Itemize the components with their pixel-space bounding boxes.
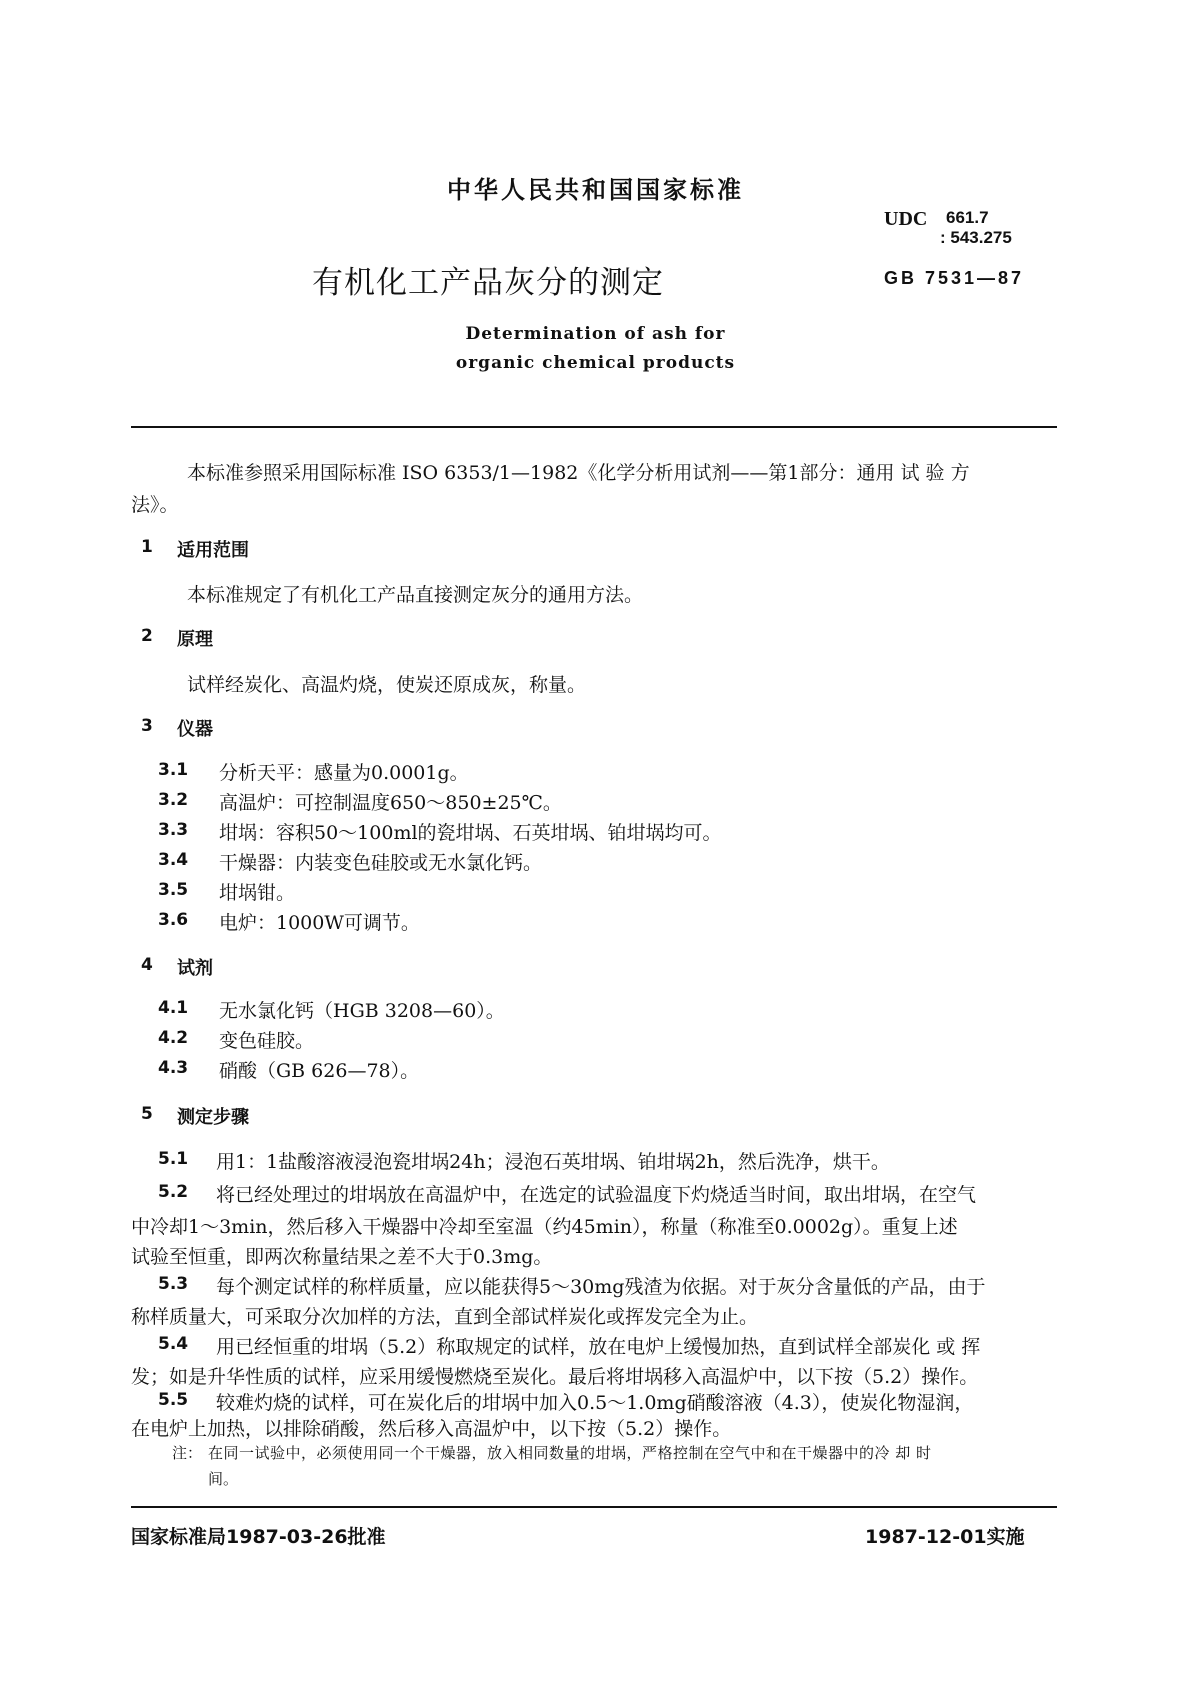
section-1-paragraph: 本标准规定了有机化工产品直接测定灰分的通用方法。 (187, 584, 644, 606)
para-5-5-line-1: 较难灼烧的试样，可在炭化后的坩埚中加入0.5～1.0mg硝酸溶液（4.3），使炭化物湿润， (216, 1392, 974, 1414)
para-5-3-number: 5.3 (158, 1274, 189, 1294)
note-line-1: 在同一试验中，必须使用同一个干燥器，放入相同数量的坩埚，严格控制在空气中和在干燥器中的冷 却 时 (208, 1444, 932, 1462)
para-5-5-number: 5.5 (158, 1390, 189, 1410)
item-3-4-text: 干燥器：内装变色硅胶或无水氯化钙。 (219, 852, 543, 874)
para-5-4-line-2: 发；如是升华性质的试样，应采用缓慢燃烧至炭化。最后将坩埚移入高温炉中，以下按（5.2）操作。 (131, 1366, 979, 1388)
para-5-2-line-3: 试验至恒重，即两次称量结果之差不大于0.3mg。 (131, 1246, 553, 1268)
para-5-1-line-1: 用1：1盐酸溶液浸泡瓷坩埚24h；浸泡石英坩埚、铂坩埚2h，然后洗净，烘干。 (216, 1151, 890, 1173)
section-3-title: 仪器 (177, 719, 213, 740)
item-3-5-text: 坩埚钳。 (219, 882, 296, 904)
item-3-3-text: 坩埚：容积50～100ml的瓷坩埚、石英坩埚、铂坩埚均可。 (219, 822, 722, 844)
english-title-line-1: Determination of ash for (465, 324, 726, 344)
item-3-3-number: 3.3 (158, 820, 189, 840)
note-line-2: 间。 (208, 1470, 239, 1488)
section-4-number: 4 (141, 955, 153, 975)
udc-label: UDC (884, 208, 928, 230)
item-4-3-text: 硝酸（GB 626—78）。 (219, 1060, 420, 1082)
item-3-4-number: 3.4 (158, 850, 189, 870)
para-5-5-line-2: 在电炉上加热，以排除硝酸，然后移入高温炉中，以下按（5.2）操作。 (131, 1418, 732, 1440)
intro-line-1: 本标准参照采用国际标准 ISO 6353/1—1982《化学分析用试剂——第1部分：通用 试 验 方 (187, 462, 970, 484)
document-title: 有机化工产品灰分的测定 (312, 265, 664, 301)
item-3-5-number: 3.5 (158, 880, 189, 900)
item-3-1-number: 3.1 (158, 760, 189, 780)
item-4-3-number: 4.3 (158, 1058, 189, 1078)
para-5-2-line-1: 将已经处理过的坩埚放在高温炉中，在选定的试验温度下灼烧适当时间，取出坩埚，在空气 (216, 1184, 977, 1206)
para-5-3-line-1: 每个测定试样的称样质量，应以能获得5～30mg残渣为依据。对于灰分含量低的产品，由于 (216, 1276, 986, 1298)
header-divider (131, 426, 1057, 428)
note-label: 注： (172, 1444, 203, 1462)
english-title-line-2: organic chemical products (455, 353, 736, 373)
item-4-1-number: 4.1 (158, 998, 189, 1018)
para-5-4-line-1: 用已经恒重的坩埚（5.2）称取规定的试样，放在电炉上缓慢加热，直到试样全部炭化 或 挥 (216, 1336, 981, 1358)
para-5-1-number: 5.1 (158, 1149, 189, 1169)
national-standard-heading: 中华人民共和国国家标准 (447, 176, 744, 204)
section-2-number: 2 (141, 626, 153, 646)
para-5-2-line-2: 中冷却1～3min，然后移入干燥器中冷却至室温（约45min），称量（称准至0.0002g）。重复上述 (131, 1216, 958, 1238)
para-5-3-line-2: 称样质量大，可采取分次加样的方法，直到全部试样炭化或挥发完全为止。 (131, 1306, 759, 1328)
item-4-2-text: 变色硅胶。 (219, 1030, 315, 1052)
item-4-2-number: 4.2 (158, 1028, 189, 1048)
approval-date: 国家标准局1987-03-26批准 (131, 1526, 386, 1548)
section-5-title: 测定步骤 (177, 1107, 249, 1128)
section-1-title: 适用范围 (177, 540, 249, 561)
item-3-2-number: 3.2 (158, 790, 189, 810)
section-1-number: 1 (141, 537, 153, 557)
footer-divider (131, 1506, 1057, 1508)
para-5-2-number: 5.2 (158, 1182, 189, 1202)
udc-value-1: 661.7 (946, 208, 989, 227)
section-2-paragraph: 试样经炭化、高温灼烧，使炭还原成灰，称量。 (187, 674, 587, 696)
section-4-title: 试剂 (177, 958, 213, 979)
gb-number: GB 7531—87 (884, 268, 1025, 288)
udc-value-2: : 543.275 (940, 228, 1012, 247)
section-5-number: 5 (141, 1104, 153, 1124)
intro-line-2: 法》。 (131, 494, 179, 516)
para-5-4-number: 5.4 (158, 1334, 189, 1354)
section-3-number: 3 (141, 716, 153, 736)
item-3-2-text: 高温炉：可控制温度650～850±25℃。 (219, 792, 562, 814)
section-2-title: 原理 (177, 629, 213, 650)
item-3-6-number: 3.6 (158, 910, 189, 930)
item-3-6-text: 电炉：1000W可调节。 (219, 912, 420, 934)
item-4-1-text: 无水氯化钙（HGB 3208—60）。 (219, 1000, 505, 1022)
item-3-1-text: 分析天平：感量为0.0001g。 (219, 762, 469, 784)
effective-date: 1987-12-01实施 (865, 1526, 1025, 1548)
